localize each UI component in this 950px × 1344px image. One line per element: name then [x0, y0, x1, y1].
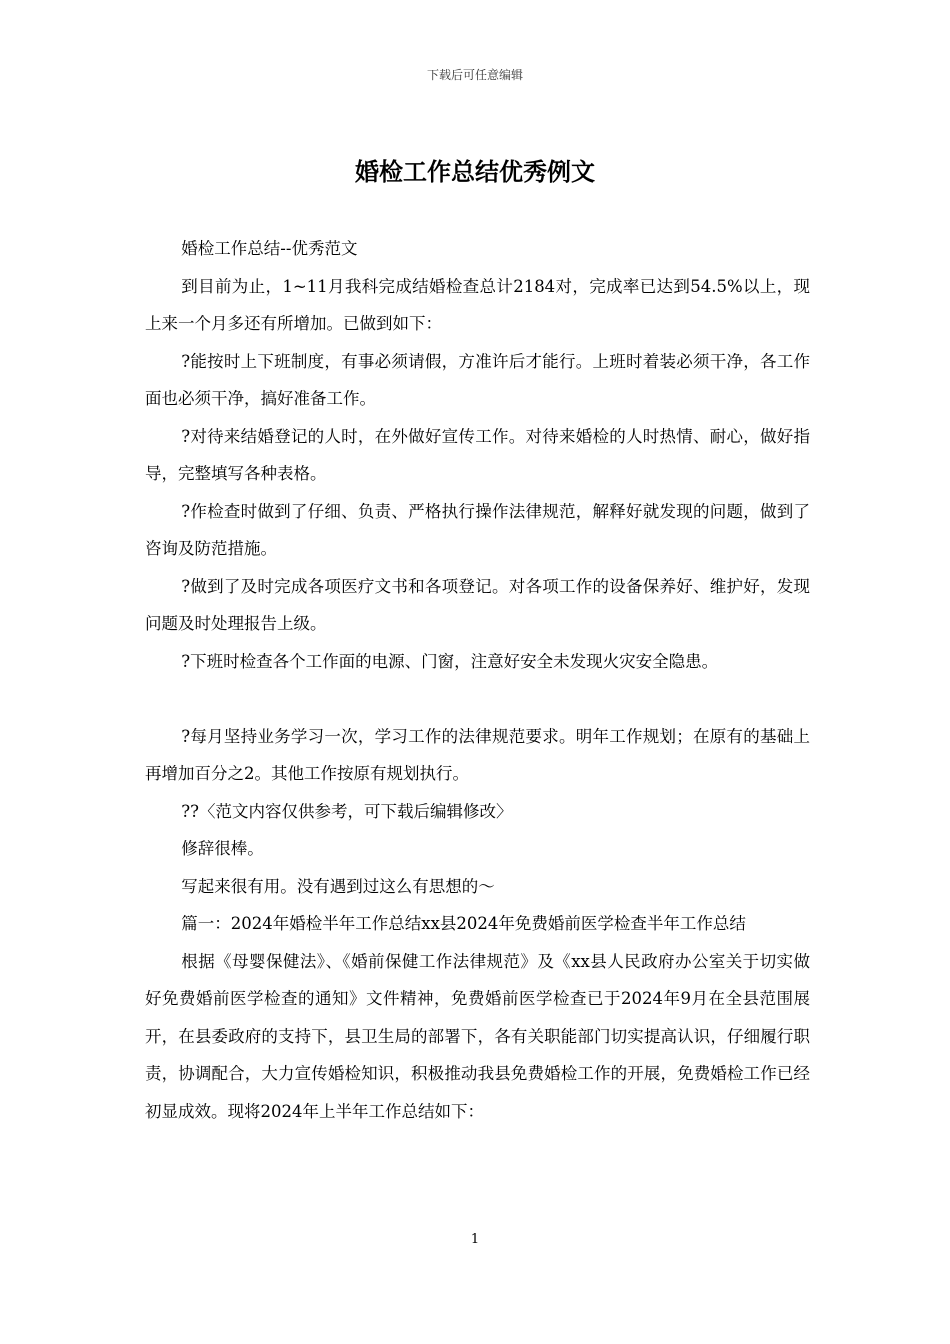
page-number: 1 — [470, 1232, 480, 1247]
paragraph-item: ?下班时检查各个工作面的电源、门窗，注意好安全未发现火灾安全隐患。 — [181, 651, 719, 671]
document-body — [145, 230, 810, 1130]
paragraph-comment: 修辞很棒。 — [181, 839, 264, 858]
paragraph-item: ?对待来结婚登记的人时，在外做好宣传工作。对待来婚检的人时热情、耐心，做好指导，完整填写各种表格。 — [145, 426, 810, 483]
paragraph-body: 根据《母婴保健法》、《婚前保健工作法律规范》及《xx县人民政府办公室关于切实做好免费婚前医学检查的通知》文件精神，免费婚前医学检查已于2024年9月在全县范围展开，在县委政府的支持下，县卫生局的部署下，各有关职能部门切实提高认识，仔细履行职责，协调配合，大力宣传婚检知识，积极推动我县免费婚检工作的开展，免费婚检工作已经初显成效。现将2024年上半年工作总结如下： — [145, 951, 810, 1121]
paragraph-progress: 到目前为止，1~11月我科完成结婚检查总计2184对，完成率已达到54.5%以上，现上来一个月多还有所增加。已做到如下： — [145, 276, 810, 333]
document-title: 婚检工作总结优秀例文 — [355, 157, 595, 186]
paragraph-item: ?作检查时做到了仔细、负责、严格执行操作法律规范，解释好就发现的问题，做到了咨询及防范措施。 — [145, 501, 810, 558]
paragraph-item: ?每月坚持业务学习一次，学习工作的法律规范要求。明年工作规划；在原有的基础上再增加百分之2。其他工作按原有规划执行。 — [145, 726, 810, 783]
paragraph-item: ?做到了及时完成各项医疗文书和各项登记。对各项工作的设备保养好、维护好，发现问题及时处理报告上级。 — [145, 576, 810, 633]
paragraph-note: ??〈范文内容仅供参考，可下载后编辑修改〉 — [181, 801, 513, 821]
paragraph-item: ?能按时上下班制度，有事必须请假，方准许后才能行。上班时着装必须干净，各工作面也必须干净，搞好准备工作。 — [145, 351, 810, 408]
paragraph-section-heading: 篇一：2024年婚检半年工作总结xx县2024年免费婚前医学检查半年工作总结 — [181, 914, 746, 933]
header-note: 下载后可任意编辑 — [426, 68, 523, 82]
paragraph-comment: 写起来很有用。没有遇到过这么有思想的～ — [181, 876, 495, 896]
paragraph-subtitle: 婚检工作总结--优秀范文 — [181, 239, 358, 258]
